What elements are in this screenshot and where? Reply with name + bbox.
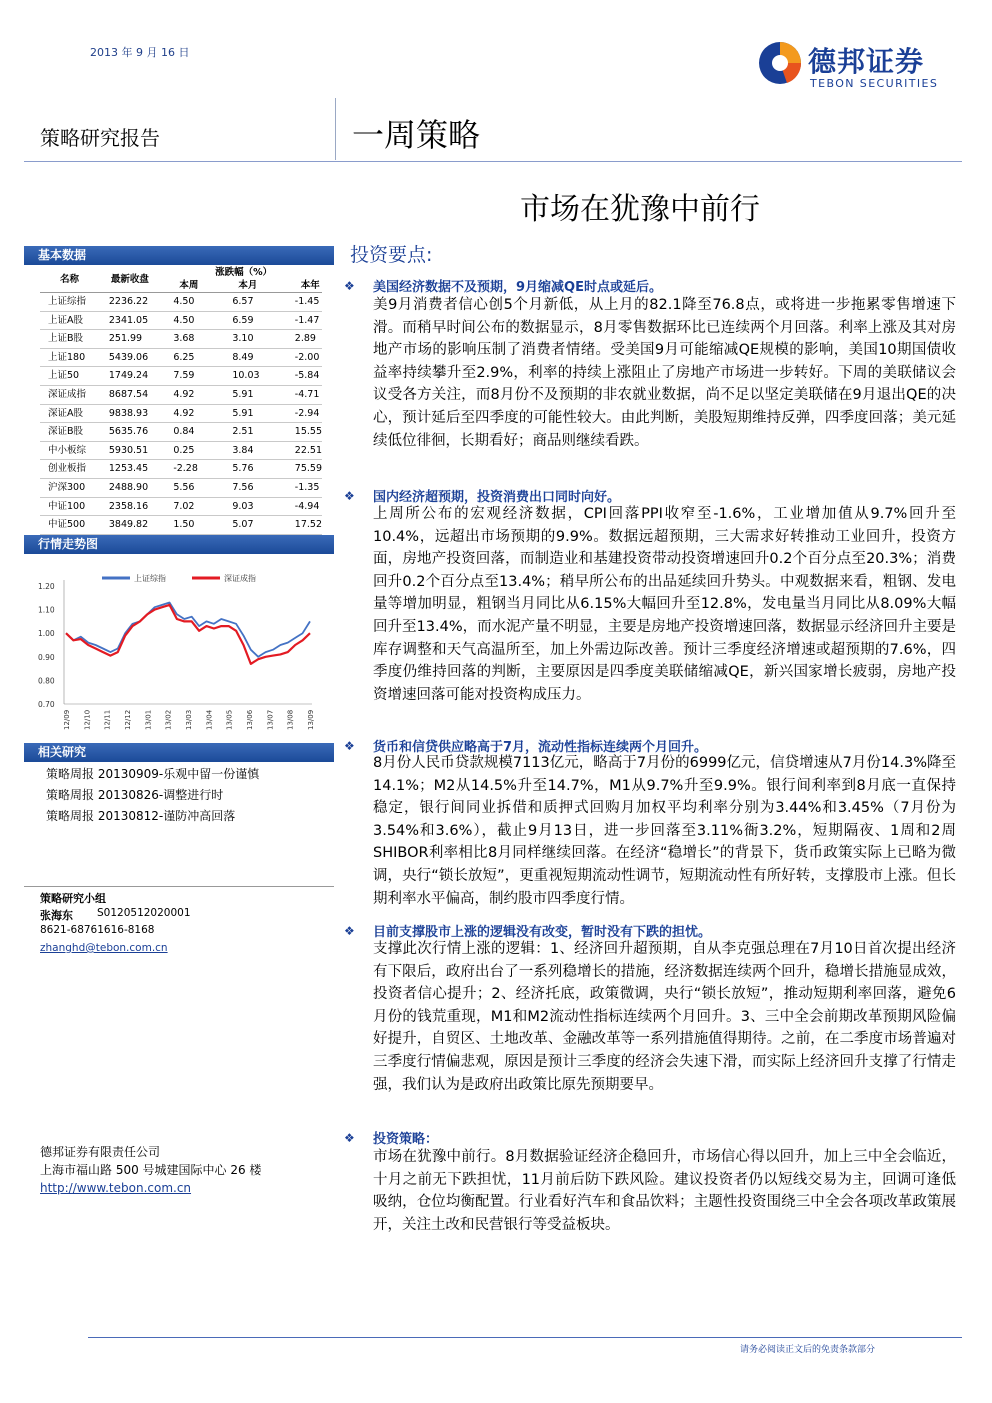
cell-month: 7.56 xyxy=(214,478,276,497)
cell-name: 上证50 xyxy=(40,367,99,386)
tebon-logo-icon xyxy=(757,40,803,86)
basic-data-title: 基本数据 xyxy=(38,248,87,262)
cell-name: 上证180 xyxy=(40,348,99,367)
table-row xyxy=(40,460,322,479)
cell-year: -4.94 xyxy=(277,497,322,516)
legend-label: 上证综指 xyxy=(134,574,166,583)
cell-name: 创业板指 xyxy=(40,460,99,479)
cell-latest: 2341.05 xyxy=(99,311,165,330)
cell-month: 3.10 xyxy=(214,330,276,349)
cell-name: 中证500 xyxy=(40,516,99,535)
cell-name: 深证成指 xyxy=(40,385,99,404)
cell-name: 中证100 xyxy=(40,497,99,516)
x-tick-label: 13/03 xyxy=(185,709,193,730)
cell-latest: 2488.90 xyxy=(99,478,165,497)
col-change-group: 涨跌幅（%） xyxy=(215,267,273,278)
cell-month: 6.59 xyxy=(214,311,276,330)
trend-title: 行情走势图 xyxy=(38,537,99,551)
table-row xyxy=(40,367,322,386)
series-line-2 xyxy=(66,605,310,664)
bullet-icon: ❖ xyxy=(344,924,355,938)
x-tick-label: 13/05 xyxy=(225,709,234,730)
bullet-icon: ❖ xyxy=(344,739,355,753)
y-tick-label: 0.80 xyxy=(38,676,55,686)
analyst-id: S0120512020001 xyxy=(97,907,191,919)
y-tick-label: 0.70 xyxy=(38,700,55,709)
table-row xyxy=(40,293,322,312)
analyst-phone: 8621-68761616-8168 xyxy=(40,924,155,936)
table-row xyxy=(40,385,322,404)
cell-latest: 2236.22 xyxy=(99,293,165,312)
bullet-icon: ❖ xyxy=(344,279,355,293)
cell-month: 3.84 xyxy=(214,441,276,460)
related-item[interactable]: 策略周报 20130909-乐观中留一份谨慎 xyxy=(46,767,260,781)
table-row xyxy=(40,516,322,535)
cell-week: 6.25 xyxy=(165,348,214,367)
point-text: 支撑此次行情上涨的逻辑：1、经济回升超预期，自从李克强总理在7月10日首次提出经济有下限后，政府出台了一系列稳增长的措施，经济数据连续两个回升，稳增长措施显成效，投资者信心提升；2、经济托底，政策微调，央行“锁长放短”，推动短期利率回落，避免6月份的钱荒重现，M1和M2流动性指标连续两个月回升。3、三中全会前期改革预期风险偏好提升，自贸区、土地改革、金融改革等一系列措施值得期待。之前，在二季度市场普遍对三季度行情偏悲观，原因是预计三季度的经济会失速下滑，而实际上经济回升支撑了行情走强，我们认为是政府出政策比原先预期要早。 xyxy=(373,941,956,1093)
cell-year: 22.51 xyxy=(277,441,322,460)
x-tick-label: 13/08 xyxy=(286,709,295,730)
cell-month: 5.91 xyxy=(214,385,276,404)
trend-header xyxy=(24,535,334,554)
table-row xyxy=(40,423,322,442)
cell-week: 5.56 xyxy=(165,478,214,497)
related-item[interactable]: 策略周报 20130812-谨防冲高回落 xyxy=(46,809,236,823)
report-date: 2013 年 9 月 16 日 xyxy=(90,46,190,59)
point-text: 市场在犹豫中前行。8月数据验证经济企稳回升，市场信心得以回升，加上三中全会临近，十月之前无下跌担忧，11月前后防下跌风险。建议投资者仍以短线交易为主，回调可逢低吸纳，仓位均衡配置。行业看好汽车和食品饮料；主题性投资围绕三中全会各项改革政策展开，关注土改和民营银行等受益板块。 xyxy=(373,1149,956,1233)
cell-year: -2.00 xyxy=(277,348,322,367)
col-latest: 最新收盘 xyxy=(110,273,149,285)
cell-year: -1.35 xyxy=(277,478,322,497)
cell-latest: 5635.76 xyxy=(99,423,165,442)
point-title: 美国经济数据不及预期，9月缩减QE时点或延后。 xyxy=(373,280,662,295)
x-tick-label: 12/12 xyxy=(124,709,132,730)
cell-year: 2.89 xyxy=(277,330,322,349)
cell-week: 4.50 xyxy=(165,293,214,312)
table-row xyxy=(40,311,322,330)
x-tick-label: 13/09 xyxy=(307,709,315,730)
cell-month: 5.76 xyxy=(214,460,276,479)
cell-week: 4.50 xyxy=(165,311,214,330)
x-tick-label: 13/07 xyxy=(266,709,275,730)
analyst-email-link[interactable]: zhanghd@tebon.com.cn xyxy=(40,942,168,954)
basic-data-header xyxy=(24,246,334,265)
doc-type: 策略研究报告 xyxy=(40,126,160,150)
cell-year: -4.71 xyxy=(277,385,322,404)
cell-year: 17.52 xyxy=(277,516,322,535)
cell-year: 15.55 xyxy=(277,423,322,442)
cell-name: 上证A股 xyxy=(40,311,99,330)
legend-label: 深证成指 xyxy=(224,574,256,583)
header-divider xyxy=(335,98,336,160)
company-url-link[interactable]: http://www.tebon.com.cn xyxy=(40,1181,192,1195)
cell-latest: 1749.24 xyxy=(99,367,165,386)
x-tick-label: 13/04 xyxy=(205,709,214,730)
x-tick-label: 12/11 xyxy=(103,709,112,730)
cell-month: 6.57 xyxy=(214,293,276,312)
bullet-icon: ❖ xyxy=(344,489,355,503)
cell-month: 5.07 xyxy=(214,516,276,535)
point-text: 上周所公布的宏观经济数据，CPI回落PPI收窄至-1.6%，工业增加值从9.7%回升至10.4%，远超出市场预期的9.9%。数据远超预期，三大需求好转推动工业回升，投资方面，房地产投资回落，而制造业和基建投资带动投资增速回升0.2个百分点至20.3%；消费回升0.2个百分点至13.4%；稍早所公布的出品延续回升势头。中观数据来看，粗钢、发电量等增加明显，粗钢当月同比从6.15%大幅回升至12.8%，发电量当月同比从8.09%大幅回升至13.4%，而水泥产量不明显，主要是房地产投资增速回落，数据显示经济回升主要是库存调整和天气高温所至，加上外需边际改善。预计三季度经济增速或超预期的7.6%，四季度仍维持回落的判断，主要原因是四季度美联储缩减QE，新兴国家增长疲弱，房地产投资增速回落可能对投资构成压力。 xyxy=(373,506,956,703)
cell-week: 0.25 xyxy=(165,441,214,460)
point-text: 8月份人民币贷款规模7113亿元，略高于7月份的6999亿元，信贷增速从7月份14.3%降至14.1%；M2从14.5%升至14.7%，M1从9.7%升至9.9%。银行间利率到8月底一直保持稳定，银行间同业拆借和质押式回购月加权平均利率分别为3.44%和3.45%（7月份为3.54%和3.6%），截止9月13日，进一步回落至3.11%衙3.2%，短期隔夜、1周和2周SHIBOR利率相比8月同样继续回落。在经济“稳增长”的背景下，货币政策实际上已略为微调，央行“锁长放短”，更重视短期流动性调节，短期流动性有所好转，支撑股市上涨。但长期利率水平偏高，制约股市四季度行情。 xyxy=(373,755,956,907)
cell-latest: 5439.06 xyxy=(99,348,165,367)
x-tick-label: 13/06 xyxy=(246,709,254,730)
footer-disclaimer: 请务必阅读正文后的免责条款部分 xyxy=(740,1345,876,1355)
cell-latest: 1253.45 xyxy=(99,460,165,479)
company-name: 德邦证券有限责任公司 xyxy=(40,1145,161,1159)
col-name: 名称 xyxy=(60,273,80,285)
cell-year: -2.94 xyxy=(277,404,322,423)
cell-year: 75.59 xyxy=(277,460,322,479)
cell-week: 4.92 xyxy=(165,404,214,423)
cell-latest: 8687.54 xyxy=(99,385,165,404)
cell-month: 5.91 xyxy=(214,404,276,423)
report-title: 市场在犹豫中前行 xyxy=(520,192,760,227)
x-tick-label: 13/02 xyxy=(164,709,173,730)
team-rule xyxy=(24,886,334,887)
related-header xyxy=(24,743,334,762)
cell-week: 4.92 xyxy=(165,385,214,404)
cell-latest: 251.99 xyxy=(99,330,165,349)
col-year: 本年 xyxy=(300,280,320,291)
cell-week: -2.28 xyxy=(165,460,214,479)
related-item[interactable]: 策略周报 20130826-调整进行时 xyxy=(46,788,224,802)
cell-week: 1.50 xyxy=(165,516,214,535)
y-tick-label: 1.00 xyxy=(38,629,55,639)
cell-week: 0.84 xyxy=(165,423,214,442)
analyst-name: 张海东 xyxy=(40,909,73,922)
point-title: 目前支撑股市上涨的逻辑没有改变，暂时没有下跌的担忧。 xyxy=(373,925,712,940)
table-header-row xyxy=(40,266,322,279)
point-title: 国内经济超预期，投资消费出口同时向好。 xyxy=(373,490,621,505)
cell-week: 7.02 xyxy=(165,497,214,516)
cell-name: 沪深300 xyxy=(40,478,99,497)
table-row xyxy=(40,441,322,460)
point-title: 货币和信贷供应略高于7月，流动性指标连续两个月回升。 xyxy=(373,740,708,755)
cell-name: 深证A股 xyxy=(40,404,99,423)
x-tick-label: 12/10 xyxy=(83,709,92,730)
point-text: 美9月消费者信心创5个月新低，从上月的82.1降至76.8点，或将进一步拖累零售增速下滑。而稍早时间公布的数据显示，8月零售数据环比已连续两个月回落。利率上涨及其对房地产市场的影响压制了消费者情绪。受美国9月可能缩减QE规模的影响，美国10期国债收益率持续攀升至2.9%，利率的持续上涨阻止了房地产市场进一步转好。下周的美联储议会议受各方关注，而8月份不及预期的非农就业数据，尚不足以坚定美联储在9月退出QE的决心，预计延后至四季度的可能性较大。由此判断，美股短期维持反弹，四季度回落；美元延续低位徘徊，长期看好；商品则继续看跌。 xyxy=(373,297,956,449)
point-title: 投资策略： xyxy=(373,1132,439,1147)
logo-english: TEBON SECURITIES xyxy=(810,77,939,90)
cell-week: 3.68 xyxy=(165,330,214,349)
cell-latest: 3849.82 xyxy=(99,516,165,535)
bullet-icon: ❖ xyxy=(344,1131,355,1145)
y-tick-label: 1.20 xyxy=(38,582,55,591)
x-tick-label: 13/01 xyxy=(144,709,153,730)
cell-week: 7.59 xyxy=(165,367,214,386)
cell-year: -5.84 xyxy=(277,367,322,386)
col-week: 本周 xyxy=(179,280,199,291)
cell-month: 10.03 xyxy=(214,367,276,386)
y-tick-label: 0.90 xyxy=(38,652,55,662)
footer-rule xyxy=(88,1337,962,1338)
company-info xyxy=(40,1143,261,1197)
y-tick-label: 1.10 xyxy=(38,605,55,615)
column-title: 一周策略 xyxy=(352,116,481,154)
cell-year: -1.47 xyxy=(277,311,322,330)
cell-year: -1.45 xyxy=(277,293,322,312)
cell-month: 2.51 xyxy=(214,423,276,442)
series-line-1 xyxy=(66,603,310,657)
x-tick-label: 12/09 xyxy=(63,709,71,730)
cell-month: 8.49 xyxy=(214,348,276,367)
cell-latest: 2358.16 xyxy=(99,497,165,516)
table-row xyxy=(40,404,322,423)
header-rule xyxy=(24,161,962,162)
cell-name: 上证综指 xyxy=(40,293,99,312)
cell-name: 深证B股 xyxy=(40,423,99,442)
related-title: 相关研究 xyxy=(38,745,87,759)
cell-name: 中小板综 xyxy=(40,441,99,460)
table-row xyxy=(40,348,322,367)
cell-latest: 5930.51 xyxy=(99,441,165,460)
cell-name: 上证B股 xyxy=(40,330,99,349)
cell-month: 9.03 xyxy=(214,497,276,516)
team-title: 策略研究小组 xyxy=(40,892,106,905)
cell-latest: 9838.93 xyxy=(99,404,165,423)
logo-wordmark: 德邦证券 xyxy=(808,45,925,78)
key-points-title: 投资要点: xyxy=(350,244,433,266)
table-row xyxy=(40,497,322,516)
table-row xyxy=(40,478,322,497)
related-list xyxy=(46,764,259,827)
table-row xyxy=(40,330,322,349)
company-address: 上海市福山路 500 号城建国际中心 26 楼 xyxy=(40,1163,262,1177)
trend-line-chart xyxy=(24,562,334,738)
market-data-table xyxy=(40,266,322,535)
col-month: 本月 xyxy=(238,280,258,291)
